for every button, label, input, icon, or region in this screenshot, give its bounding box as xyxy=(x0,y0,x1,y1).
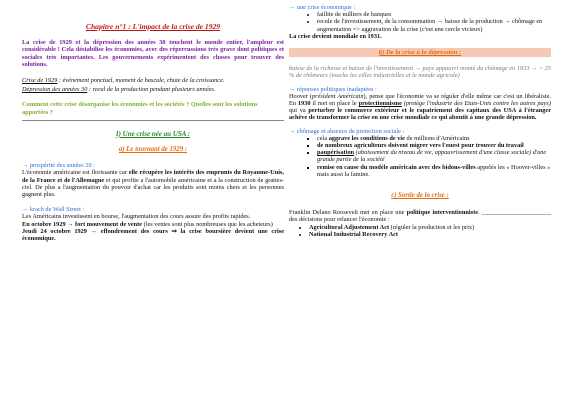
subsection-b-title: b) De la crise à la dépression : xyxy=(289,48,551,57)
right-column xyxy=(289,0,551,238)
item-bold: de nombreux agriculteurs doivent migrer vers l'ouest pour trouver du travail xyxy=(317,142,524,150)
subsection-a-title: a) Le tournant de 1929 : xyxy=(118,146,188,154)
list-item: • recule de l'investissement, de la consommation → baisse de la production → chômage en augmentation => aggravation de la crise (c'est une cercle vicieux) xyxy=(317,18,551,32)
crisis-world-conclusion: La crise devient mondiale en 1931. xyxy=(289,32,382,40)
resp-bold-1: 1930 xyxy=(297,100,311,108)
boom-heading: → prospérité des années 20 : xyxy=(22,162,95,170)
item-bold: paupérisation xyxy=(317,149,355,157)
definition-crisis xyxy=(22,77,284,84)
item-post: appelés les « Hoover-villes » mais aussi la famine. xyxy=(317,163,551,178)
item-bold: National Industrial Recovery Act xyxy=(309,230,399,238)
item-post: de millions d'Américains xyxy=(404,134,470,142)
social-heading: → chômage et absence de protection sociale : xyxy=(289,127,405,135)
item-bold: remise en cause du modèle américain avec des bidons-villes xyxy=(317,163,476,171)
item-bold: Agricultural Adjustement Act xyxy=(309,223,390,231)
roosevelt-list xyxy=(289,224,551,238)
krach-paragraph-2 xyxy=(22,221,284,228)
resp-bold-2: perturber le commerce extérieur et le rapatriement des capitaux des USA à l'étranger achève de transformer la crise en une crise mondiale ce qui aboutit à une grande dépression. xyxy=(289,107,551,122)
depression-paragraph: baisse de la richesse et baisse de l'investissement → pays appauvri monté du chômage en 1933 → > 25 % de chômeurs (touche les villes industrielles et le monde agricole) xyxy=(289,65,551,80)
resp-italic-1: président Américain xyxy=(311,92,364,100)
resp-text-3: il met en place le xyxy=(310,100,359,108)
list-item xyxy=(309,224,551,231)
krach-paragraph-3: Jeudi 24 octobre 1929 → effondrement des cours ⇒ la crise boursière devient une crise économique. xyxy=(22,227,284,243)
economic-crisis-heading: → une crise économique : xyxy=(289,4,356,11)
policy-response-heading: → réponses politiques inadaptées : xyxy=(289,85,377,93)
roosevelt-paragraph xyxy=(289,209,551,223)
definition-crisis-text: : événement ponctuel, moment de bascule, chute de la croissance. xyxy=(57,77,225,85)
section-1-title: I) Une crise née au USA : xyxy=(115,129,191,138)
chapter-title: Chapitre n°1 : L'impact de la crise de 1929 xyxy=(85,22,221,31)
resp-text-1: Hoover ( xyxy=(289,92,312,100)
list-item: • faillite de milliers de banques xyxy=(317,11,551,18)
item-bold: aggrave les conditions de vie xyxy=(328,134,405,142)
list-item xyxy=(317,164,551,178)
list-item xyxy=(317,142,551,149)
resp-bold-underline: protectionnisme xyxy=(358,100,402,108)
boom-bold-1: elle récupère les intérêts des emprunts du Royaume-Unis, de la France et de l'Allemagne xyxy=(22,169,285,184)
resp-text-4: qui va xyxy=(289,107,309,115)
definition-crisis-term: Crise de 1929 xyxy=(22,77,58,85)
list-item xyxy=(317,135,551,142)
definition-depression-text: : recul de la production pendant plusieurs années. xyxy=(87,86,216,94)
problem-question: Comment cette crise désorganise les économies et les sociétés ? Quelles sont les solutions apportées ? xyxy=(22,101,258,116)
boom-paragraph xyxy=(22,169,284,198)
fdr-bold-1: politique interventionniste xyxy=(406,209,478,217)
divider xyxy=(22,120,284,121)
item-post: (réguler la production et les prix) xyxy=(389,223,475,231)
fdr-text-1: Franklin Delano Roosevelt met en place une xyxy=(289,209,407,217)
resp-text-2: ), pense que l'économie va se réguler d'elle même car c'est un libéraliste. En xyxy=(289,92,551,108)
intro-paragraph: La crise de 1929 et la dépression des années 30 touchent le monde entier, l'ampleur est considérable ! Cela déstabilise les économies, avec des répercussions très grave dont politiques et sociales très importantes. Les gouvernements expérimentent des choses pour trouver des solutions. xyxy=(22,39,284,68)
krach-heading: → krach de Wall Street : xyxy=(22,206,85,214)
list-item xyxy=(317,149,551,163)
left-column xyxy=(22,0,284,242)
definition-depression xyxy=(22,86,284,93)
economic-crisis-list xyxy=(289,11,551,33)
definition-depression-term: Dépression des années 30 xyxy=(22,86,88,94)
krach-paragraph-1: Les Américains investissent en bourse, l'augmentation des cours assure des profits rapides. xyxy=(22,213,251,221)
list-item xyxy=(309,231,551,238)
subsection-c-title: c) Sortie de la crise : xyxy=(391,192,449,200)
krach-bold-1: En octobre 1929 → fort mouvement de vente xyxy=(22,220,143,228)
item-post: (abaissement du niveau de vie, appauvrissement d'une classe sociale) d'une grande partie de la société xyxy=(317,149,547,164)
boom-text-1: L'économie américaine est florissante car xyxy=(22,169,129,177)
krach-text-2: (les ventes sont plus nombreuses que les acheteurs) xyxy=(142,220,273,228)
resp-italic-2: (protège l'industrie des Etats-Unis contre les autres pays) xyxy=(401,100,551,108)
policy-response-paragraph xyxy=(289,93,551,122)
fdr-text-2: . ______________________ des décisions pour relancer l'économie : xyxy=(289,209,551,224)
social-list xyxy=(289,135,551,178)
item-pre: cela xyxy=(317,134,329,142)
boom-text-2: et qui profite a l'automobile américaine et a la construction de grattes-ciel. De plus a l'augmentation du pouvoir d'achat car les produits sont moins chers et les personnes gagnent plus. xyxy=(22,176,284,199)
